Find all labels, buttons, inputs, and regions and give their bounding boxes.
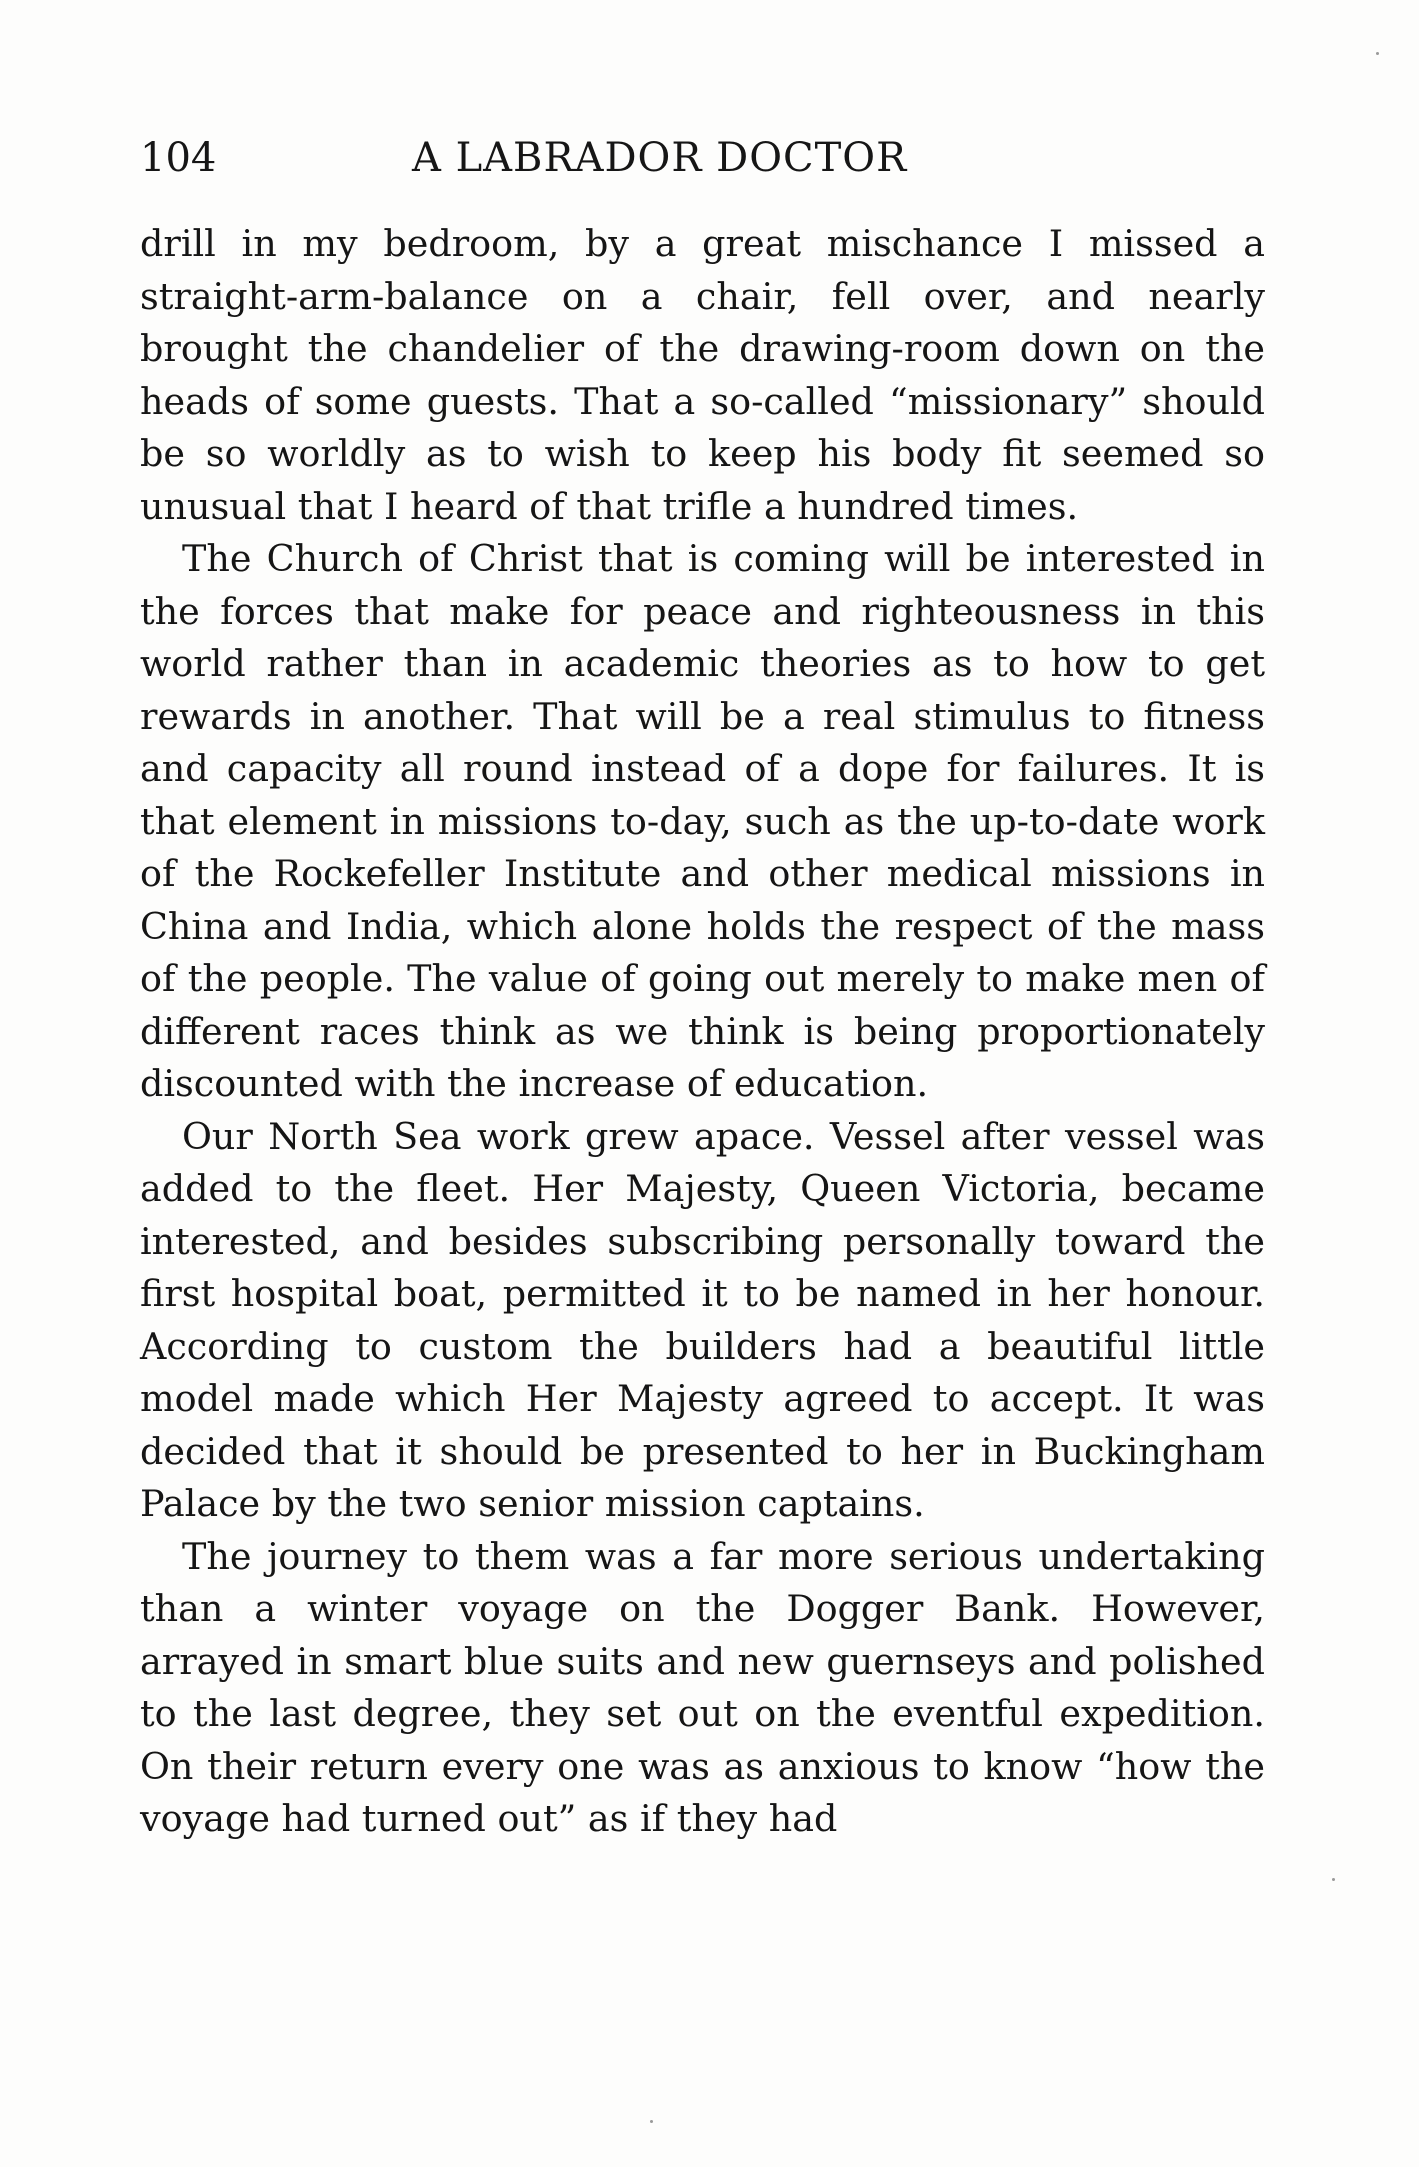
body-text — [140, 218, 1265, 1846]
paragraph-2: The Church of Christ that is coming will be interested in the forces that make for peace and righteousness in this world rather than in academic theories as to how to get rewards in another. That will be a real stimulus to fitness and capacity all round instead of a dope for failures. It is that element in missions to-day, such as the up-to-date work of the Rockefeller Institute and other medical missions in China and India, which alone holds the respect of the mass of the people. The value of going out merely to make men of different races think as we think is being proportionately discounted with the increase of education. — [140, 537, 1265, 1105]
running-title: A LABRADOR DOCTOR — [412, 135, 908, 181]
paragraph-3: Our North Sea work grew apace. Vessel after vessel was added to the fleet. Her Majesty, Queen Victoria, became interested, and besides subscribing personally toward the first hospital boat, permitted it to be named in her honour. According to custom the builders had a beautiful little model made which Her Majesty agreed to accept. It was decided that it should be presented to her in Buckingham Palace by the two senior mission captains. — [140, 1114, 1265, 1525]
scan-speck — [1332, 1878, 1335, 1881]
scan-speck — [650, 2120, 653, 2123]
paragraph-1: drill in my bedroom, by a great mischance I missed a straight-arm-balance on a chair, fell over, and nearly brought the chandelier of the drawing-room down on the heads of some guests. That a so-called “missionary” should be so worldly as to wish to keep his body fit seemed so unusual that I heard of that trifle a hundred times. — [140, 222, 1265, 528]
paragraph-4: The journey to them was a far more serious undertaking than a winter voyage on the Dogger Bank. However, arrayed in smart blue suits and new guernseys and polished to the last degree, they set out on the eventful expedition. On their return every one was as anxious to know “how the voyage had turned out” as if they had — [140, 1534, 1265, 1840]
scan-speck — [1376, 52, 1379, 55]
page-number: 104 — [140, 135, 217, 181]
page-header — [140, 128, 1265, 188]
